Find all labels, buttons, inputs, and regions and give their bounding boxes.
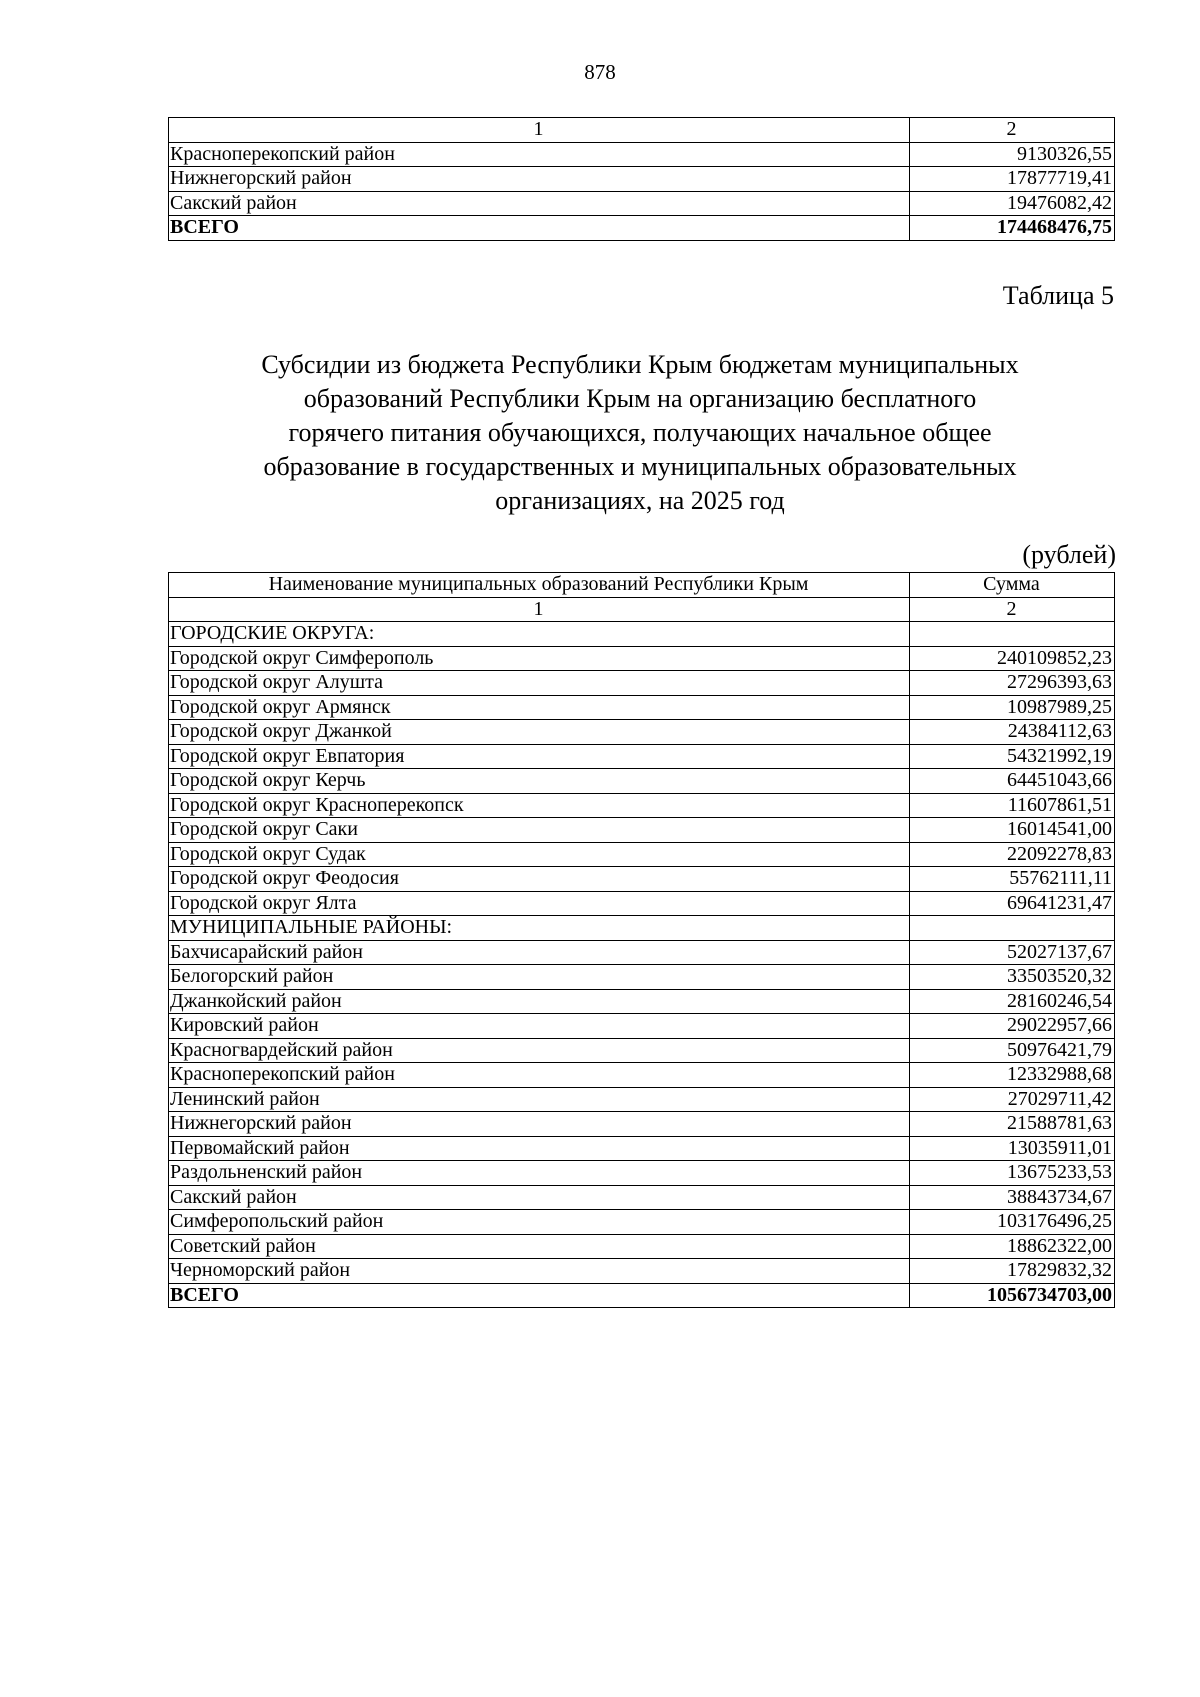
- title-line: образований Республики Крым на организацию бесплатного: [303, 384, 977, 413]
- table-row: [169, 646, 1115, 671]
- table-row: [169, 1234, 1115, 1259]
- column-number-2: 2: [910, 597, 1115, 622]
- row-name: Кировский район: [169, 1014, 910, 1039]
- table-row: [169, 695, 1115, 720]
- total-row: [169, 216, 1115, 241]
- row-value: 27296393,63: [910, 671, 1115, 696]
- table-row: [169, 818, 1115, 843]
- row-value: 17877719,41: [910, 167, 1115, 192]
- document-title: [170, 348, 1110, 518]
- row-name: Белогорский район: [169, 965, 910, 990]
- row-name: Советский район: [169, 1234, 910, 1259]
- row-value: 64451043,66: [910, 769, 1115, 794]
- section-empty-cell: [910, 622, 1115, 647]
- table-row: [169, 671, 1115, 696]
- row-value: 17829832,32: [910, 1259, 1115, 1284]
- total-label: ВСЕГО: [169, 1283, 910, 1308]
- table-row: [169, 842, 1115, 867]
- row-value: 55762111,11: [910, 867, 1115, 892]
- table-row: [169, 167, 1115, 192]
- top-table: [168, 117, 1115, 241]
- row-value: 13675233,53: [910, 1161, 1115, 1186]
- total-label: ВСЕГО: [169, 216, 910, 241]
- row-name: Городской округ Феодосия: [169, 867, 910, 892]
- row-name: Первомайский район: [169, 1136, 910, 1161]
- row-value: 50976421,79: [910, 1038, 1115, 1063]
- header-sum: Сумма: [910, 573, 1115, 598]
- table-label: Таблица 5: [1002, 281, 1114, 310]
- row-name: Городской округ Ялта: [169, 891, 910, 916]
- row-value: 33503520,32: [910, 965, 1115, 990]
- row-name: Черноморский район: [169, 1259, 910, 1284]
- row-value: 10987989,25: [910, 695, 1115, 720]
- column-number-1: 1: [169, 597, 910, 622]
- table-row: [169, 1087, 1115, 1112]
- row-name: Городской округ Судак: [169, 842, 910, 867]
- section-label: ГОРОДСКИЕ ОКРУГА:: [169, 622, 910, 647]
- title-line: Субсидии из бюджета Республики Крым бюджетам муниципальных: [261, 350, 1019, 379]
- page-number: 878: [584, 60, 616, 84]
- row-value: 22092278,83: [910, 842, 1115, 867]
- section-label: МУНИЦИПАЛЬНЫЕ РАЙОНЫ:: [169, 916, 910, 941]
- row-value: 13035911,01: [910, 1136, 1115, 1161]
- table-row: [169, 1259, 1115, 1284]
- table-row: [169, 989, 1115, 1014]
- column-number-row: [169, 118, 1115, 143]
- table-row: [169, 142, 1115, 167]
- row-value: 29022957,66: [910, 1014, 1115, 1039]
- row-name: Красногвардейский район: [169, 1038, 910, 1063]
- row-value: 240109852,23: [910, 646, 1115, 671]
- table-row: [169, 940, 1115, 965]
- row-name: Бахчисарайский район: [169, 940, 910, 965]
- title-line: образование в государственных и муниципальных образовательных: [263, 452, 1017, 481]
- row-value: 52027137,67: [910, 940, 1115, 965]
- units-label: (рублей): [1022, 540, 1116, 569]
- row-name: Городской округ Симферополь: [169, 646, 910, 671]
- section-row-district: [169, 916, 1115, 941]
- row-name: Нижнегорский район: [169, 167, 910, 192]
- table-row: [169, 891, 1115, 916]
- row-value: 38843734,67: [910, 1185, 1115, 1210]
- row-name: Городской округ Армянск: [169, 695, 910, 720]
- table-row: [169, 965, 1115, 990]
- title-line: организациях, на 2025 год: [495, 486, 785, 515]
- total-value: 174468476,75: [910, 216, 1115, 241]
- table-row: [169, 769, 1115, 794]
- row-value: 27029711,42: [910, 1087, 1115, 1112]
- row-name: Сакский район: [169, 191, 910, 216]
- section-row-city: [169, 622, 1115, 647]
- row-name: Городской округ Алушта: [169, 671, 910, 696]
- row-value: 103176496,25: [910, 1210, 1115, 1235]
- row-value: 21588781,63: [910, 1112, 1115, 1137]
- total-value: 1056734703,00: [910, 1283, 1115, 1308]
- table-row: [169, 867, 1115, 892]
- row-value: 28160246,54: [910, 989, 1115, 1014]
- header-row: [169, 573, 1115, 598]
- row-value: 19476082,42: [910, 191, 1115, 216]
- row-name: Городской округ Саки: [169, 818, 910, 843]
- row-name: Нижнегорский район: [169, 1112, 910, 1137]
- row-value: 69641231,47: [910, 891, 1115, 916]
- total-row: [169, 1283, 1115, 1308]
- column-number-2: 2: [910, 118, 1115, 143]
- row-name: Джанкойский район: [169, 989, 910, 1014]
- row-name: Симферопольский район: [169, 1210, 910, 1235]
- section-empty-cell: [910, 916, 1115, 941]
- header-name: Наименование муниципальных образований Республики Крым: [169, 573, 910, 598]
- row-name: Красноперекопский район: [169, 142, 910, 167]
- column-number-1: 1: [169, 118, 910, 143]
- table-row: [169, 1112, 1115, 1137]
- row-name: Красноперекопский район: [169, 1063, 910, 1088]
- row-value: 9130326,55: [910, 142, 1115, 167]
- column-number-row: [169, 597, 1115, 622]
- row-name: Городской округ Красноперекопск: [169, 793, 910, 818]
- table-row: [169, 1063, 1115, 1088]
- table-row: [169, 191, 1115, 216]
- row-name: Городской округ Евпатория: [169, 744, 910, 769]
- row-value: 16014541,00: [910, 818, 1115, 843]
- row-value: 24384112,63: [910, 720, 1115, 745]
- table-row: [169, 1185, 1115, 1210]
- table-row: [169, 1038, 1115, 1063]
- table-row: [169, 1014, 1115, 1039]
- row-name: Городской округ Керчь: [169, 769, 910, 794]
- row-value: 12332988,68: [910, 1063, 1115, 1088]
- row-name: Сакский район: [169, 1185, 910, 1210]
- row-value: 11607861,51: [910, 793, 1115, 818]
- row-name: Раздольненский район: [169, 1161, 910, 1186]
- table-row: [169, 1161, 1115, 1186]
- table-row: [169, 744, 1115, 769]
- row-value: 54321992,19: [910, 744, 1115, 769]
- title-line: горячего питания обучающихся, получающих начальное общее: [288, 418, 992, 447]
- table-row: [169, 720, 1115, 745]
- table-row: [169, 793, 1115, 818]
- table-row: [169, 1210, 1115, 1235]
- row-name: Городской округ Джанкой: [169, 720, 910, 745]
- row-value: 18862322,00: [910, 1234, 1115, 1259]
- row-name: Ленинский район: [169, 1087, 910, 1112]
- table-row: [169, 1136, 1115, 1161]
- subsidy-table: [168, 572, 1115, 1308]
